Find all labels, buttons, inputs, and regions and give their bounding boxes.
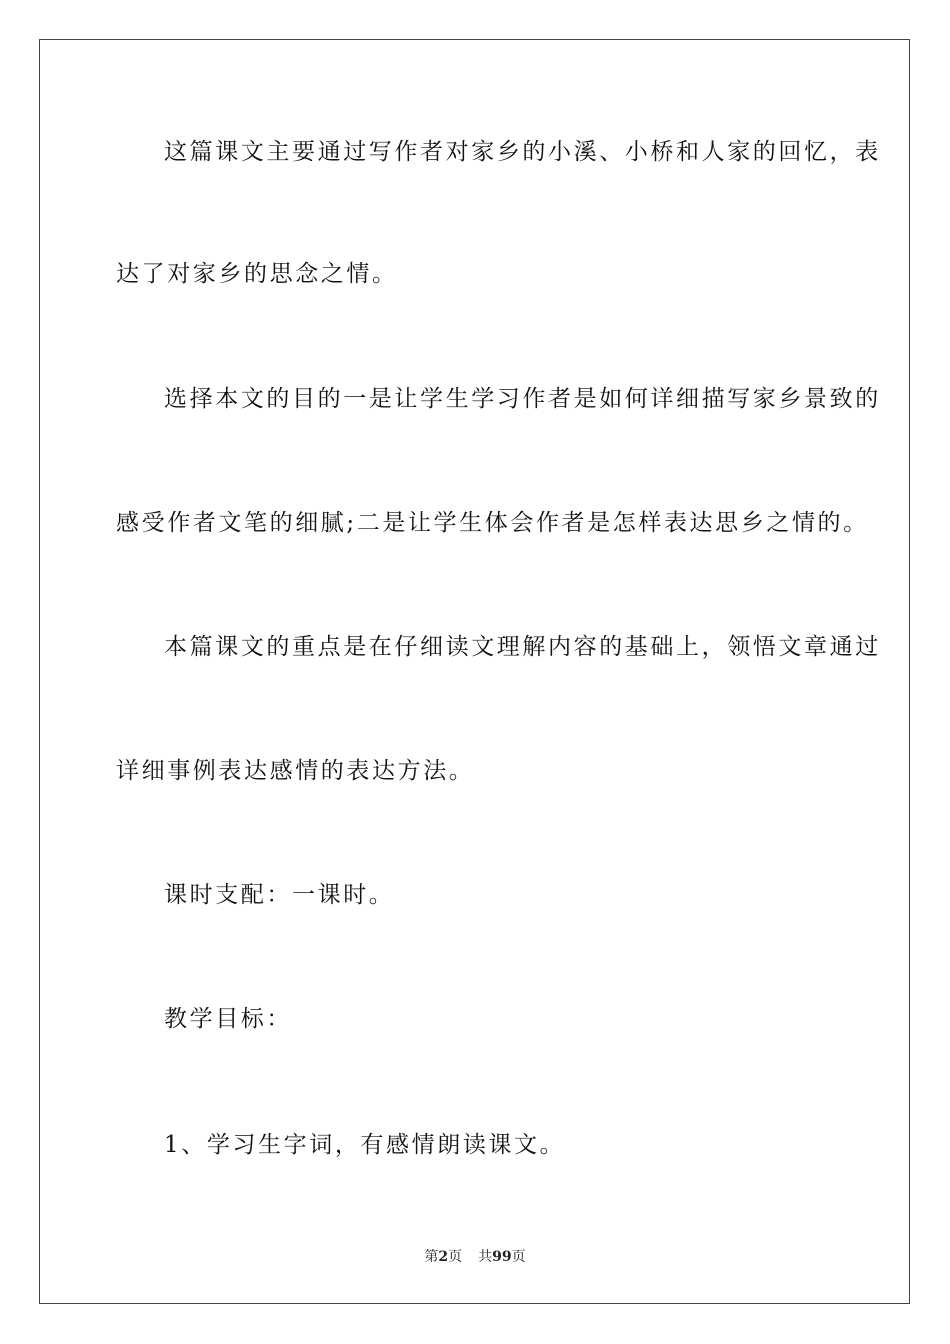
paragraph-line: 本篇课文的重点是在仔细读文理解内容的基础上，领悟文章通过 bbox=[164, 634, 881, 660]
page-frame bbox=[39, 39, 910, 1304]
total-prefix: 共 bbox=[478, 1249, 493, 1265]
page-footer bbox=[0, 1248, 950, 1266]
total-suffix: 页 bbox=[511, 1249, 526, 1265]
paragraph-line: 课时支配：一课时。 bbox=[164, 882, 395, 908]
paragraph-line: 感受作者文笔的细腻;二是让学生体会作者是怎样表达思乡之情的。 bbox=[116, 510, 869, 536]
page-prefix: 第 bbox=[424, 1249, 439, 1265]
paragraph-line: 1、学习生字词，有感情朗读课文。 bbox=[164, 1132, 566, 1158]
paragraph-line: 选择本文的目的一是让学生学习作者是如何详细描写家乡景致的 bbox=[164, 386, 881, 412]
total-pages: 99 bbox=[492, 1249, 512, 1265]
paragraph-line: 详细事例表达感情的表达方法。 bbox=[116, 758, 475, 784]
paragraph-line: 这篇课文主要通过写作者对家乡的小溪、小桥和人家的回忆，表 bbox=[164, 139, 881, 165]
page-number: 2 bbox=[438, 1249, 449, 1265]
page-suffix: 页 bbox=[448, 1249, 463, 1265]
paragraph-line: 达了对家乡的思念之情。 bbox=[116, 261, 398, 287]
paragraph-line: 教学目标： bbox=[164, 1006, 292, 1032]
